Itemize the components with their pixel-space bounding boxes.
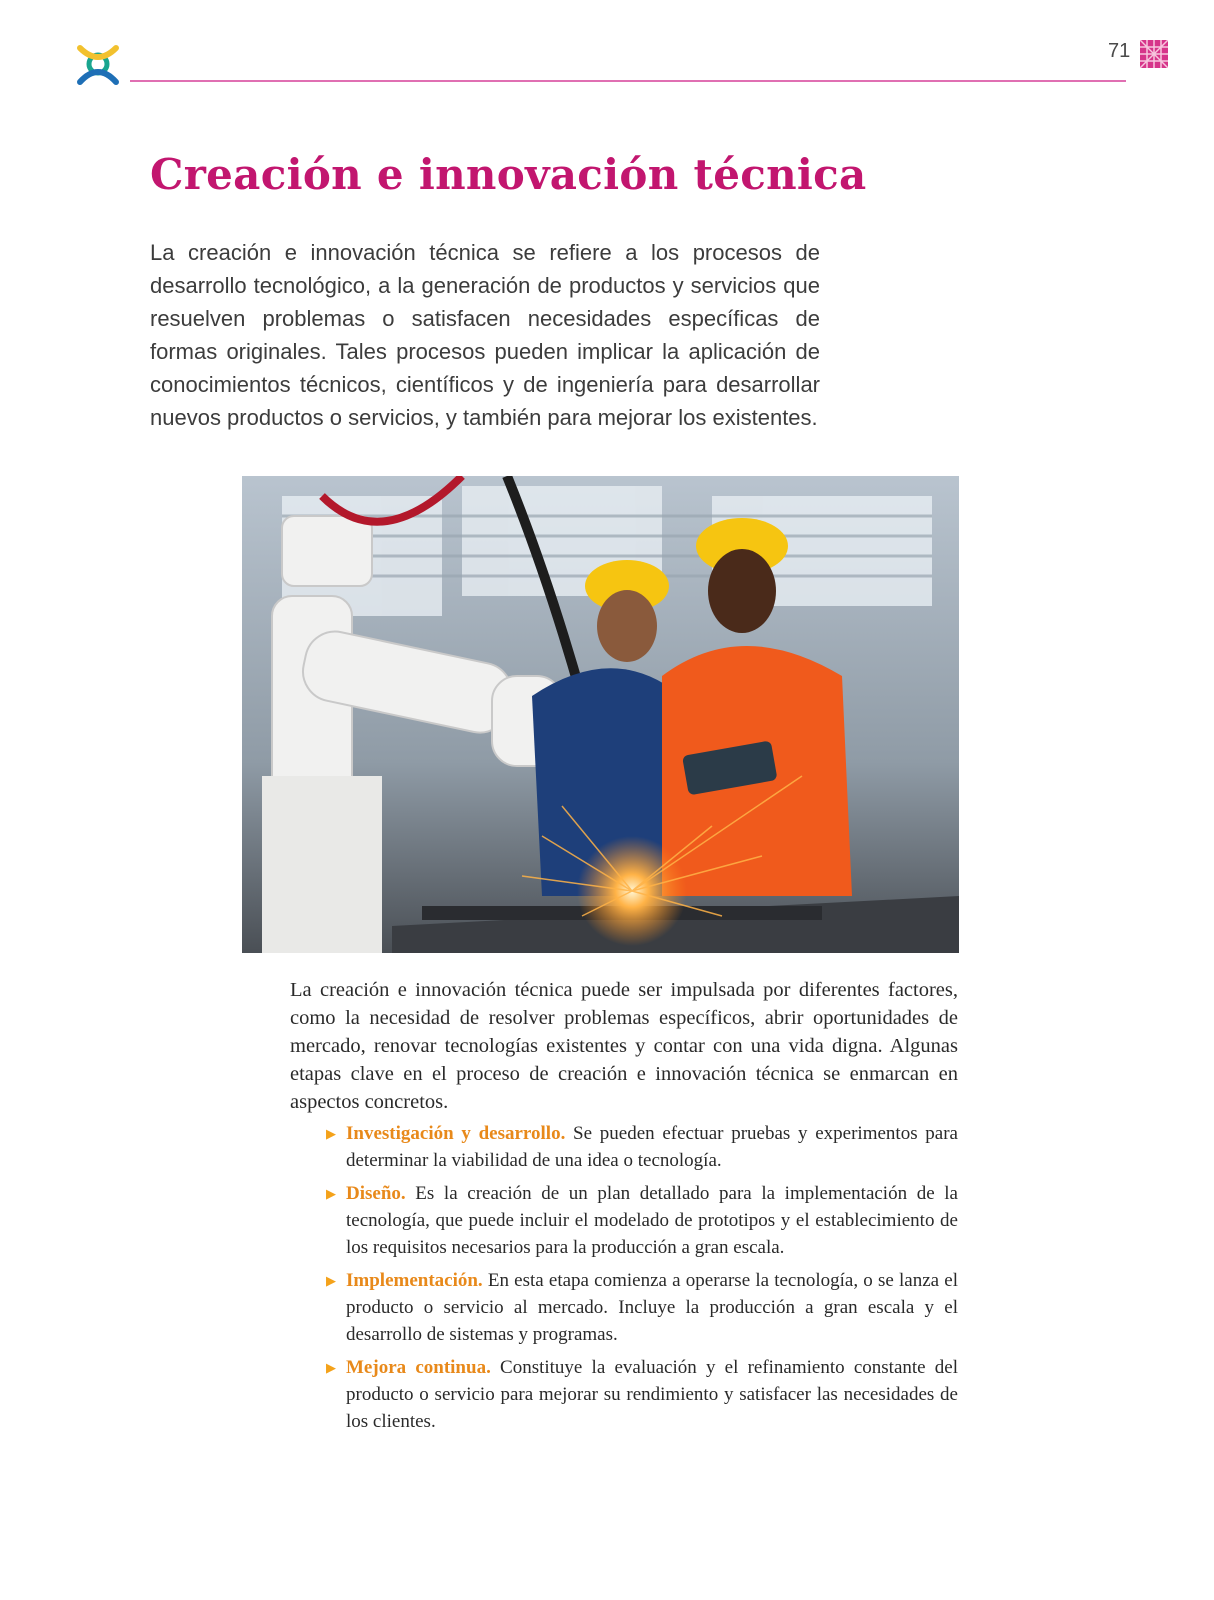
list-item	[326, 1267, 958, 1348]
stage-term: Diseño.	[346, 1183, 406, 1204]
figure-logo-icon	[74, 40, 122, 88]
bullet-arrow-icon: ▶	[326, 1360, 336, 1375]
stage-text: En esta etapa comienza a operarse la tecnología, o se lanza el producto o servicio al mercado. Incluye la producción a gran escala y el desarrollo de sistemas y programas.	[346, 1270, 958, 1345]
list-item	[326, 1354, 958, 1435]
page-title: Creación e innovación técnica	[150, 150, 867, 199]
welding-robot-photo	[242, 476, 959, 953]
list-item	[326, 1120, 958, 1174]
pink-pattern-icon	[1140, 40, 1168, 68]
stage-term: Investigación y desarrollo.	[346, 1123, 566, 1144]
list-item	[326, 1180, 958, 1261]
stage-term: Implementación.	[346, 1270, 483, 1291]
header-rule	[130, 80, 1126, 82]
body-paragraph: La creación e innovación técnica puede ser impulsada por diferentes factores, como la necesidad de resolver problemas específicos, abrir oportunidades de mercado, renovar tecnologías existentes y contar con una vida digna. Algunas etapas clave en el proceso de creación e innovación técnica se enmarcan en aspectos concretos.	[290, 979, 958, 1113]
stage-text: Se pueden efectuar pruebas y experimentos para determinar la viabilidad de una idea o tecnología.	[346, 1123, 958, 1171]
stage-text: Es la creación de un plan detallado para la implementación de la tecnología, que puede incluir el modelado de prototipos y el establecimiento de los requisitos necesarios para la producción a gran escala.	[346, 1183, 958, 1258]
stages-list	[326, 1120, 958, 1441]
bullet-arrow-icon: ▶	[326, 1273, 336, 1288]
bullet-arrow-icon: ▶	[326, 1126, 336, 1141]
stage-text: Constituye la evaluación y el refinamiento constante del producto o servicio para mejorar su rendimiento y satisfacer las necesidades de los clientes.	[346, 1357, 958, 1432]
stage-term: Mejora continua.	[346, 1357, 491, 1378]
page-number: 71	[1108, 40, 1131, 62]
bullet-arrow-icon: ▶	[326, 1186, 336, 1201]
intro-paragraph: La creación e innovación técnica se refiere a los procesos de desarrollo tecnológico, a la generación de productos y servicios que resuelven problemas o satisfacen necesidades específicas de formas originales. Tales procesos pueden implicar la aplicación de conocimientos técnicos, científicos y de ingeniería para desarrollar nuevos productos o servicios, y también para mejorar los existentes.	[150, 240, 820, 430]
